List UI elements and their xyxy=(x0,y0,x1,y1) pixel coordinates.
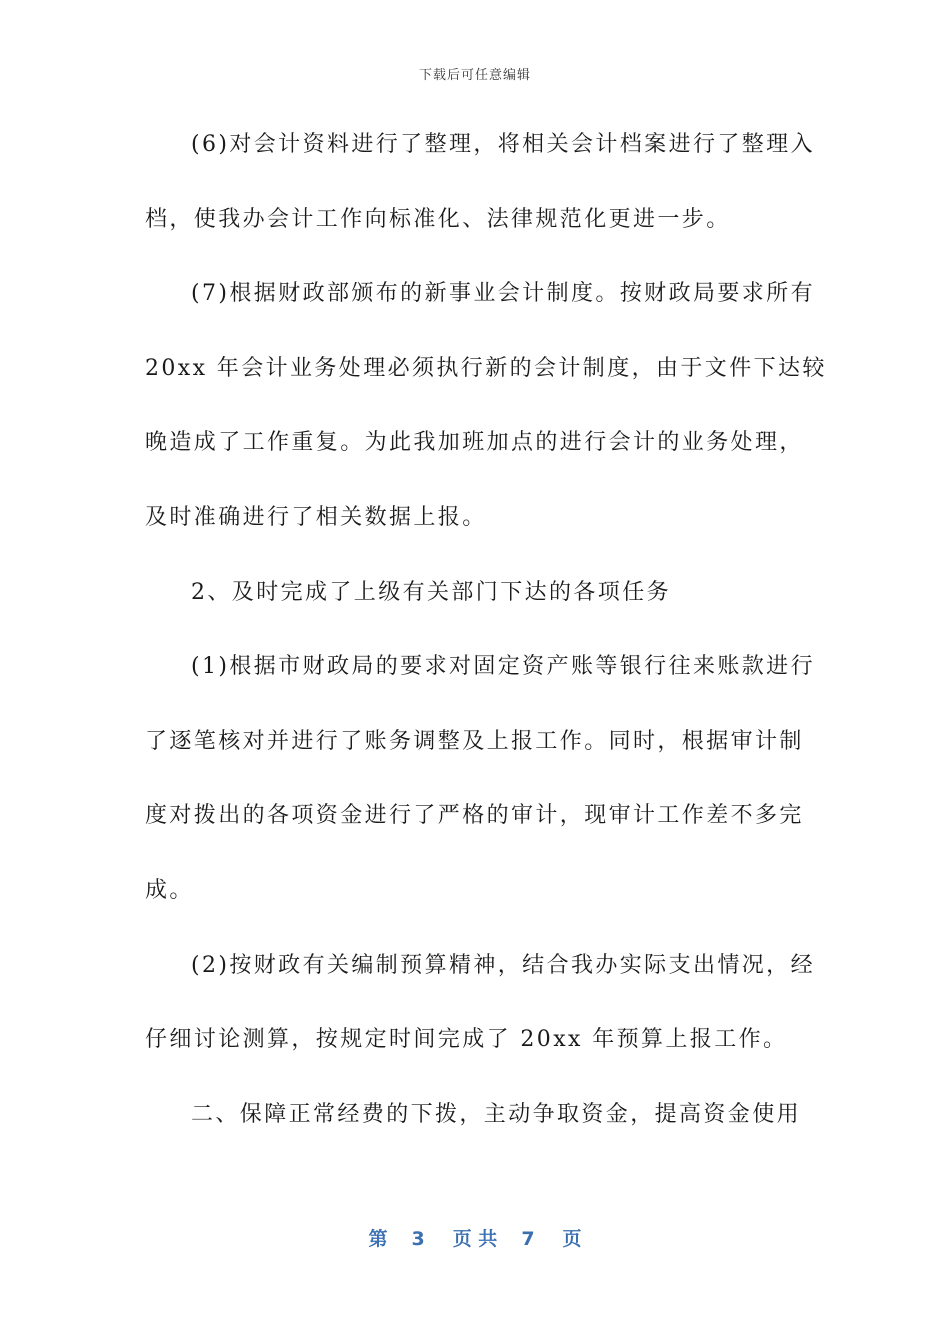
header-note: 下载后可任意编辑 xyxy=(418,68,531,83)
paragraph-line: 仔细讨论测算，按规定时间完成了 20xx 年预算上报工作。 xyxy=(145,1027,788,1053)
paragraph-line: (6)对会计资料进行了整理，将相关会计档案进行了整理入 xyxy=(191,132,815,157)
paragraph-line: 度对拨出的各项资金进行了严格的审计，现审计工作差不多完 xyxy=(145,803,804,829)
total-pages-number: 7 xyxy=(521,1228,535,1250)
paragraph-line: 晚造成了工作重复。为此我加班加点的进行会计的业务处理， xyxy=(145,430,804,456)
section-heading: 二、保障正常经费的下拨，主动争取资金，提高资金使用 xyxy=(191,1101,802,1127)
paragraph-line: 成。 xyxy=(145,877,194,903)
paragraph-line: 了逐笔核对并进行了账务调整及上报工作。同时，根据审计制 xyxy=(145,728,804,754)
section-heading: 2、及时完成了上级有关部门下达的各项任务 xyxy=(191,579,671,605)
paragraph-line: 及时准确进行了相关数据上报。 xyxy=(145,504,487,530)
paragraph-line: 20xx 年会计业务处理必须执行新的会计制度，由于文件下达较 xyxy=(145,355,827,381)
page-footer xyxy=(0,1224,950,1251)
footer-di-label: 第 xyxy=(368,1228,388,1250)
footer-ye-gong-label: 页 共 xyxy=(452,1228,498,1250)
document-body xyxy=(145,120,827,1164)
paragraph-line: (2)按财政有关编制预算精神，结合我办实际支出情况，经 xyxy=(191,952,815,978)
footer-ye-label: 页 xyxy=(562,1228,582,1250)
current-page-number: 3 xyxy=(411,1228,425,1250)
paragraph-line: (1)根据市财政局的要求对固定资产账等银行往来账款进行 xyxy=(191,654,815,680)
paragraph-line: (7)根据财政部颁布的新事业会计制度。按财政局要求所有 xyxy=(191,281,815,307)
paragraph-line: 档，使我办会计工作向标准化、法律规范化更进一步。 xyxy=(145,206,731,232)
